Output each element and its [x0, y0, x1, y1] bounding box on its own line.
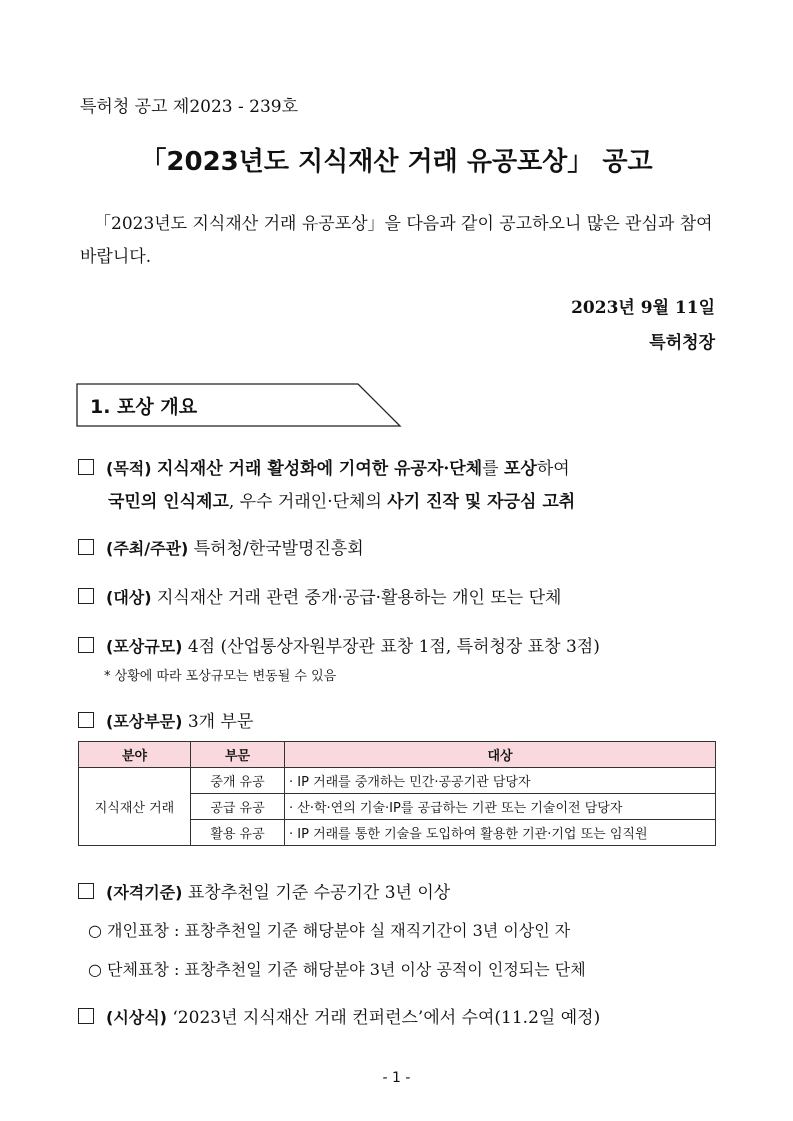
item-eligibility: [78, 878, 450, 903]
item-purpose-continued: [108, 487, 575, 512]
table-header-row: [79, 742, 716, 768]
item-text: 3개 부문: [187, 712, 254, 732]
category-cell: 활용 유공: [191, 820, 285, 846]
category-cell: 공급 유공: [191, 794, 285, 820]
award-category-table: [78, 741, 716, 846]
field-cell: 지식재산 거래: [79, 768, 191, 846]
target-cell: · IP 거래를 중개하는 민간·공공기관 담당자: [285, 768, 716, 794]
table-header-cell: 분야: [79, 742, 191, 768]
item-purpose: [78, 454, 570, 479]
checkbox-square-icon: [78, 588, 94, 604]
purpose-text-bold: 국민의 인식제고: [108, 492, 229, 512]
eligibility-individual: ○ 개인표창 : 표창추천일 기준 해당분야 실 재직기간이 3년 이상인 자: [88, 921, 571, 940]
eligibility-group: ○ 단체표창 : 표창추천일 기준 해당분야 3년 이상 공적이 인정되는 단체: [88, 960, 586, 979]
checkbox-square-icon: [78, 712, 94, 728]
checkbox-square-icon: [78, 539, 94, 555]
item-text: 지식재산 거래 관련 중개·공급·활용하는 개인 또는 단체: [156, 588, 562, 608]
item-categories: [78, 707, 253, 732]
item-key: (포상규모): [106, 637, 183, 656]
checkbox-square-icon: [78, 1008, 94, 1024]
page-number: - 1 -: [382, 1070, 411, 1086]
checkbox-square-icon: [78, 883, 94, 899]
notice-date: 2023년 9월 11일: [571, 298, 715, 318]
item-host: [78, 534, 364, 559]
item-key: (자격기준): [106, 883, 183, 902]
target-cell: · 산·학·연의 기술·IP를 공급하는 기관 또는 기술이전 담당자: [285, 794, 716, 820]
table-header-cell: 부문: [191, 742, 285, 768]
target-cell: · IP 거래를 통한 기술을 도입하여 활용한 기관·기업 또는 임직원: [285, 820, 716, 846]
scale-note: * 상황에 따라 포상규모는 변동될 수 있음: [104, 669, 337, 684]
section-title: 1. 포상 개요: [90, 396, 198, 418]
intro-paragraph: 「2023년도 지식재산 거래 유공포상」을 다음과 같이 공고하오니 많은 관심과 참여 바랍니다.: [80, 214, 713, 267]
purpose-text: 하여: [536, 459, 570, 479]
issuer: 특허청장: [649, 333, 715, 353]
item-key: (시상식): [106, 1008, 167, 1027]
item-text: 표창추천일 기준 수공기간 3년 이상: [187, 883, 451, 903]
item-text: 4점 (산업통상자원부장관 표창 1점, 특허청장 표창 3점): [187, 637, 600, 657]
purpose-text-bold: 지식재산 거래 활성화에 기여한 유공자·단체: [156, 459, 483, 479]
item-key: (목적): [106, 459, 152, 478]
checkbox-square-icon: [78, 459, 94, 475]
item-key: (주최/주관): [106, 539, 189, 558]
item-ceremony: [78, 1003, 600, 1028]
item-text: 특허청/한국발명진흥회: [193, 539, 364, 559]
document-title: 「2023년도 지식재산 거래 유공포상」 공고: [140, 147, 653, 177]
category-cell: 중개 유공: [191, 768, 285, 794]
purpose-text: 를: [482, 459, 504, 479]
table-row: [79, 768, 716, 794]
notice-number: 특허청 공고 제2023 - 239호: [80, 97, 299, 117]
purpose-text: , 우수 거래인·단체의: [228, 492, 388, 512]
table-header-cell: 대상: [285, 742, 716, 768]
item-text: ‘2023년 지식재산 거래 컨퍼런스’에서 수여(11.2일 예정): [172, 1008, 601, 1028]
purpose-text-bold: 포상: [503, 459, 537, 479]
item-key: (포상부문): [106, 712, 183, 731]
item-target: [78, 583, 561, 608]
section-header: [76, 383, 402, 427]
item-key: (대상): [106, 588, 152, 607]
item-scale: [78, 632, 600, 657]
checkbox-square-icon: [78, 637, 94, 653]
purpose-text-bold: 사기 진작 및 자긍심 고취: [387, 492, 576, 512]
